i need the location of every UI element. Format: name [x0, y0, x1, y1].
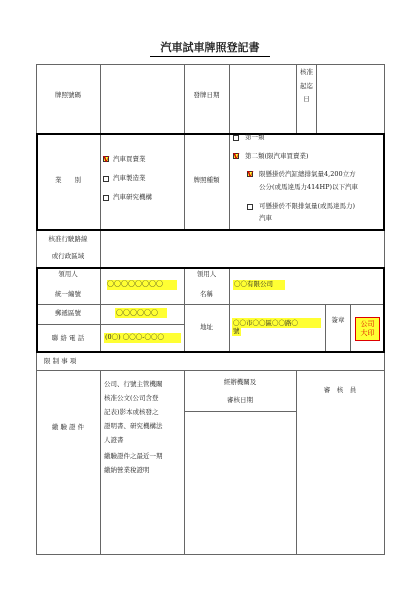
- document-item1-line: 記表)影本或核發之: [104, 408, 159, 416]
- sub2-label-line1: 可懸掛於不限排氣量(或馬達馬力): [259, 202, 356, 210]
- reviewer-label: 審 核 員: [323, 386, 357, 394]
- category-option-label: 汽車製造業: [113, 174, 146, 182]
- sub2-label-line2: 汽車: [259, 214, 272, 222]
- plate-number-label: 牌照號碼: [55, 91, 81, 99]
- document-item1-line: 證明書、研究機構法: [104, 422, 163, 430]
- applicant-id-label-line2: 統一編號: [55, 290, 81, 298]
- category-option-label: 汽車買賣業: [113, 155, 146, 163]
- phone-label: 聯 絡 電 話: [51, 334, 85, 342]
- address-value-line1[interactable]: 〇〇市〇〇區〇〇路〇: [233, 319, 298, 327]
- document-item2-line: 繳納營業稅證明: [104, 466, 150, 474]
- office-label-line2: 審核日期: [227, 396, 253, 404]
- plate-type-label: 牌照種類: [193, 176, 220, 184]
- company-seal-stamp: [355, 317, 380, 341]
- seal-label: 簽章: [331, 316, 345, 324]
- postal-code-value[interactable]: 〇〇〇〇〇〇: [116, 309, 158, 317]
- reviewer-field[interactable]: [297, 400, 384, 553]
- address-label: 地址: [200, 323, 213, 331]
- address-value-line2[interactable]: 號: [233, 327, 240, 335]
- stamp-text-line2: 大印: [360, 329, 375, 337]
- route-label-line1: 核准行駛路線: [48, 235, 88, 243]
- restrictions-label: 限 制 事 項: [44, 357, 77, 365]
- applicant-id-label-line1: 領用人: [58, 270, 78, 278]
- document-item2-line: 繳驗證件之最近一期: [104, 452, 163, 460]
- category-option-label: 汽車研究機構: [113, 193, 152, 201]
- checkbox-manufacturer[interactable]: [103, 176, 109, 182]
- applicant-name-label-line2: 名稱: [200, 290, 213, 298]
- office-field[interactable]: [185, 412, 296, 553]
- class1-label: 第一類: [245, 133, 265, 141]
- document-item1-line: 公司、行號主管機關: [104, 380, 163, 388]
- applicant-id-value[interactable]: 〇〇〇〇〇〇〇〇: [107, 280, 163, 288]
- checkbox-sub2[interactable]: [247, 204, 253, 210]
- route-label-line2: 或行政區域: [51, 252, 85, 260]
- route-field[interactable]: [101, 231, 384, 267]
- document-item1-line: 核准公文(公司含登: [104, 394, 159, 402]
- stamp-text-line1: 公司: [360, 320, 375, 328]
- approval-period-label: 核准起迄日: [300, 68, 313, 103]
- applicant-name-value[interactable]: 〇〇有限公司: [234, 280, 273, 288]
- class2-label: 第二類(限汽車買賣業): [245, 152, 309, 160]
- approval-period-field[interactable]: [317, 65, 384, 133]
- sub1-label-line1: 限懸掛於汽缸總排氣量4,200立方: [259, 170, 356, 178]
- sub1-label-line2: 公分(或馬達馬力414HP)以下汽車: [259, 183, 359, 191]
- check-mark-icon: V: [247, 169, 254, 179]
- applicant-name-label-line1: 領用人: [196, 270, 217, 278]
- category-label: 業 別: [55, 176, 81, 184]
- issue-date-field[interactable]: [230, 65, 296, 133]
- issue-date-label: 發牌日期: [193, 91, 220, 99]
- check-mark-icon: V: [233, 151, 240, 161]
- check-mark-icon: V: [103, 154, 110, 164]
- plate-number-field[interactable]: [101, 65, 184, 133]
- restrictions-field[interactable]: [101, 353, 384, 369]
- title-underline: [150, 56, 270, 57]
- documents-label: 繳 驗 證 件: [51, 423, 85, 431]
- checkbox-class1[interactable]: [233, 135, 239, 141]
- page-title: 汽車試車牌照登記書: [160, 41, 260, 54]
- office-label-line1: 經辦機關及: [223, 378, 257, 386]
- postal-code-label: 郵遞區號: [55, 309, 81, 317]
- document-item1-line: 人證書: [104, 436, 124, 444]
- checkbox-research[interactable]: [103, 195, 109, 201]
- phone-value[interactable]: (0〇) 〇〇〇-〇〇〇: [105, 333, 164, 341]
